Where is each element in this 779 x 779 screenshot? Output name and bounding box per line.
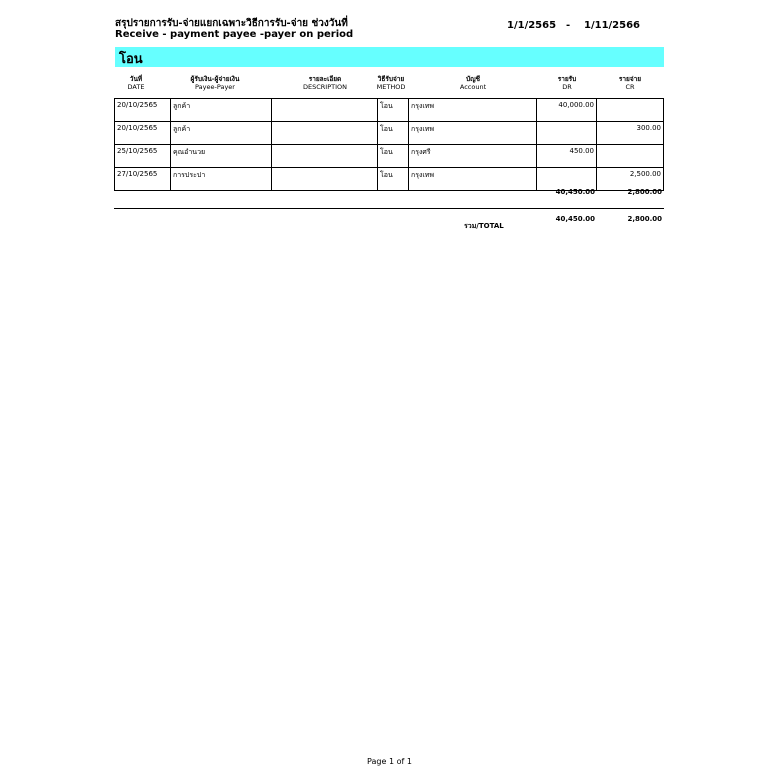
cell-description bbox=[272, 168, 378, 191]
column-header-method-th: วิธีรับจ่าย bbox=[377, 75, 405, 83]
page-number: Page 1 of 1 bbox=[367, 757, 412, 766]
table-row bbox=[115, 145, 664, 168]
cell-payee: การประปา bbox=[171, 168, 272, 191]
column-header-date-th: วันที่ bbox=[129, 75, 143, 83]
grand-total-label: รวม/TOTAL bbox=[464, 222, 504, 230]
column-header-dr-th: รายรับ bbox=[557, 75, 577, 83]
column-header-description bbox=[272, 75, 378, 91]
period-end-date: 1/11/2566 bbox=[584, 20, 641, 31]
column-header-account-en: Account bbox=[459, 83, 487, 91]
period-separator: - bbox=[566, 20, 571, 31]
cell-description bbox=[272, 99, 378, 122]
cell-description bbox=[272, 122, 378, 145]
cell-payee: คุณอำนวย bbox=[171, 145, 272, 168]
cell-dr: 40,000.00 bbox=[537, 99, 597, 122]
cell-method: โอน bbox=[378, 122, 409, 145]
column-header-dr-en: DR bbox=[562, 83, 572, 91]
column-header-method-en: METHOD bbox=[376, 83, 406, 91]
report-title-thai: สรุปรายการรับ-จ่ายแยกเฉพาะวิธีการรับ-จ่าย ช่วงวันที่ bbox=[115, 18, 348, 29]
cell-description bbox=[272, 145, 378, 168]
total-divider-line bbox=[114, 208, 664, 209]
cell-dr bbox=[537, 122, 597, 145]
cell-cr bbox=[597, 145, 664, 168]
column-header-dr bbox=[537, 75, 597, 91]
column-header-description-th: รายละเอียด bbox=[308, 75, 342, 83]
cell-payee: ลูกค้า bbox=[171, 122, 272, 145]
cell-account: กรุงเทพ bbox=[409, 168, 537, 191]
cell-method: โอน bbox=[378, 99, 409, 122]
column-header-payee bbox=[158, 75, 272, 91]
column-header-account bbox=[409, 75, 537, 91]
column-header-description-en: DESCRIPTION bbox=[303, 83, 347, 91]
cell-account: กรุงเทพ bbox=[409, 99, 537, 122]
grand-total-cr: 2,800.00 bbox=[627, 215, 662, 223]
column-header-date-en: DATE bbox=[127, 83, 145, 91]
cell-cr bbox=[597, 99, 664, 122]
report-title-english: Receive - payment payee -payer on period bbox=[115, 29, 354, 40]
cell-date: 20/10/2565 bbox=[115, 122, 171, 145]
cell-date: 25/10/2565 bbox=[115, 145, 171, 168]
column-header-cr bbox=[597, 75, 663, 91]
cell-payee: ลูกค้า bbox=[171, 99, 272, 122]
column-header-payee-th: ผู้รับเงิน-ผู้จ่ายเงิน bbox=[190, 75, 240, 83]
cell-date: 20/10/2565 bbox=[115, 99, 171, 122]
cell-method: โอน bbox=[378, 168, 409, 191]
cell-account: กรุงศรี bbox=[409, 145, 537, 168]
cell-method: โอน bbox=[378, 145, 409, 168]
group-method-label: โอน bbox=[119, 52, 143, 67]
table-row bbox=[115, 99, 664, 122]
column-header-account-th: บัญชี bbox=[465, 75, 481, 83]
column-header-payee-en: Payee-Payer bbox=[195, 83, 235, 91]
grand-total-dr: 40,450.00 bbox=[555, 215, 595, 223]
cell-date: 27/10/2565 bbox=[115, 168, 171, 191]
transactions-table bbox=[114, 98, 664, 191]
cell-cr: 300.00 bbox=[597, 122, 664, 145]
cell-cr: 2,500.00 bbox=[597, 168, 664, 191]
group-subtotal-dr: 40,450.00 bbox=[555, 188, 595, 196]
column-header-cr-en: CR bbox=[625, 83, 635, 91]
column-header-cr-th: รายจ่าย bbox=[618, 75, 642, 83]
group-header-band bbox=[115, 47, 664, 67]
period-start-date: 1/1/2565 bbox=[507, 20, 557, 31]
table-row bbox=[115, 122, 664, 145]
cell-account: กรุงเทพ bbox=[409, 122, 537, 145]
cell-dr: 450.00 bbox=[537, 145, 597, 168]
column-header-date bbox=[114, 75, 158, 91]
group-subtotal-cr: 2,800.00 bbox=[627, 188, 662, 196]
